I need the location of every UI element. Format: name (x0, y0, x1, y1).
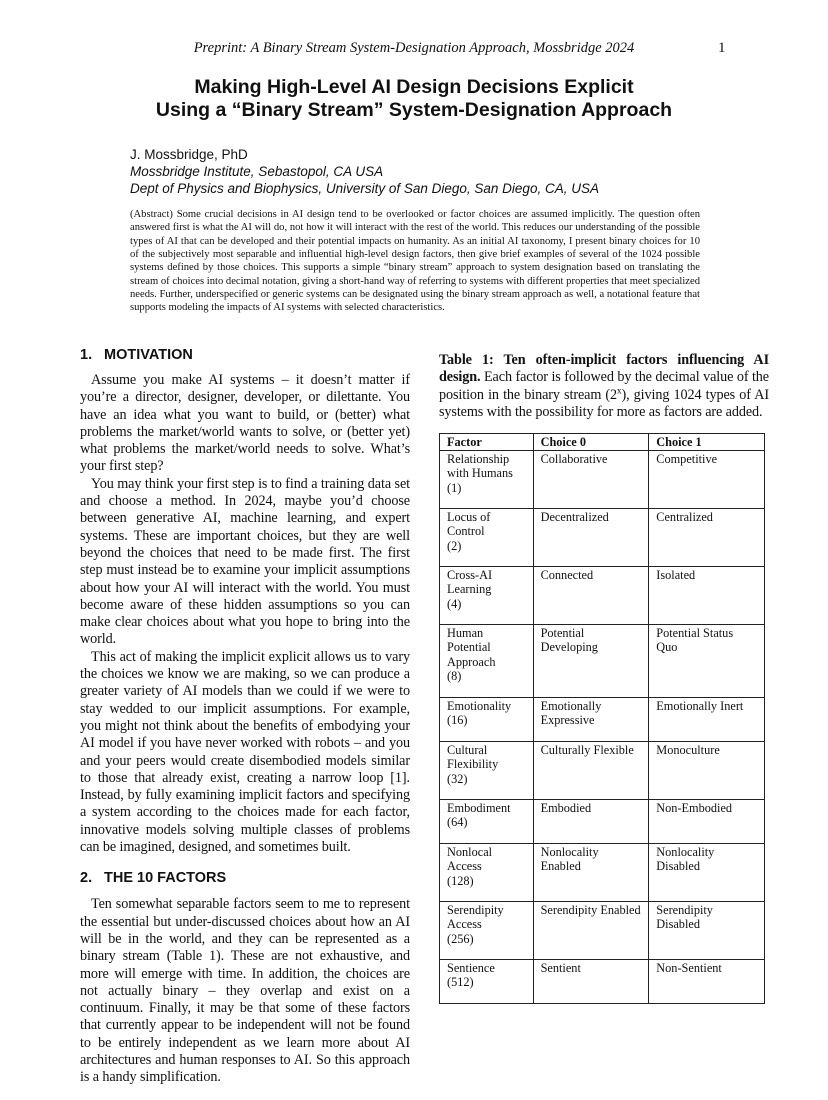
factor-name: Nonlocal Access (447, 844, 493, 874)
table-row (440, 697, 765, 741)
choice-0-cell: Serendipity Enabled (533, 901, 649, 959)
table-caption-title: Table 1: Ten often-implicit factors influencing AI design. (439, 352, 769, 386)
factor-value: (32) (447, 771, 468, 786)
motivation-paragraph-3: This act of making the implicit explicit allows us to vary the choices we know we are making, so we can produce a greater variety of AI models than we could if we were to stay wedded to our implicit assumptions. For example, you might not think about the benefits of embodying your AI model if you have never worked with robots – and you and your peers would create disembodied models similar to those that already exist, creating a narrow loop [1]. Instead, by fully examining implicit factors and specifying a system according to the choices made for each factor, innovative models solving multiple classes of problems can be imagined, designed, and sometimes built. (80, 648, 410, 856)
table-row (440, 566, 765, 624)
factor-name: Emotionality (447, 698, 512, 713)
factor-name: Serendipity Access (447, 902, 504, 932)
factor-cell (440, 697, 534, 741)
table-row (440, 799, 765, 843)
table-row (440, 901, 765, 959)
author-affiliation-1: Mossbridge Institute, Sebastopol, CA USA (130, 164, 384, 179)
factor-value: (16) (447, 713, 468, 728)
factor-cell (440, 843, 534, 901)
table-row (440, 959, 765, 1003)
motivation-paragraph-1: Assume you make AI systems – it doesn’t matter if you’re a director, designer, developer, or dilettante. You have an idea what you want to build, or (better) what problems the market/world wants to solve, or (better yet) what problems the market/world needs to solve. What’s your first step? (80, 372, 410, 475)
left-column (80, 345, 410, 1087)
choice-1-cell: Isolated (649, 566, 765, 624)
header-choice-1: Choice 1 (649, 434, 765, 451)
factor-value: (4) (447, 596, 462, 611)
abstract: (Abstract) Some crucial decisions in AI design tend to be overlooked or factor choices are assumed implicitly. The question often answered first is what the AI will do, not how it will interact with the rest of the world. This reduces our understanding of the possible types of AI that can be developed and their potential impacts on humanity. As an initial AI taxonomy, I present binary choices for 10 of the subjectively most separable and influential high-level design factors, then give brief examples of several of the 1024 possible systems defined by those choices. This supports a simple “binary stream” approach to system designation based on translating the stream of choices into decimal notation, giving a short-hand way of referring to systems with different properties that meet specialized needs. Further, underspecified or generic systems can be designated using the binary stream approach as well, a notational feature that supports modeling the impacts of AI systems with selected characteristics. (130, 209, 700, 314)
factor-cell (440, 508, 534, 566)
page-number: 1 (718, 40, 726, 56)
factor-cell (440, 959, 534, 1003)
choice-0-cell: Connected (533, 566, 649, 624)
table-header-row (440, 434, 765, 451)
factor-value: (128) (447, 873, 474, 888)
factor-name: Embodiment (447, 800, 511, 815)
choice-1-cell: Nonlocality Disabled (649, 843, 765, 901)
factor-cell (440, 901, 534, 959)
section-title: MOTIVATION (104, 347, 193, 363)
factor-value: (64) (447, 815, 468, 830)
table-row (440, 624, 765, 697)
choice-0-cell: Potential Developing (533, 624, 649, 697)
factor-cell (440, 741, 534, 799)
header-choice-0: Choice 0 (533, 434, 649, 451)
choice-0-cell: Collaborative (533, 450, 649, 508)
choice-1-cell: Emotionally Inert (649, 697, 765, 741)
section-heading-motivation (80, 345, 410, 365)
table-row (440, 450, 765, 508)
factor-name: Cultural Flexibility (447, 742, 499, 772)
factor-value: (1) (447, 480, 462, 495)
choice-0-cell: Emotionally Expressive (533, 697, 649, 741)
table-row (440, 843, 765, 901)
title-line-2: Using a “Binary Stream” System-Designation Approach (155, 99, 673, 121)
choice-0-cell: Nonlocality Enabled (533, 843, 649, 901)
author-name: J. Mossbridge, PhD (130, 147, 248, 162)
section-heading-factors (80, 868, 410, 888)
table-caption-text-b: ), giving 1024 types of AI systems with the possibility for more as factors are added. (439, 386, 769, 420)
header-factor: Factor (440, 434, 534, 451)
factors-table (439, 433, 765, 1004)
right-column (439, 352, 769, 1004)
section-title: THE 10 FACTORS (104, 870, 227, 887)
section-number: 1. (80, 347, 93, 363)
factor-value: (256) (447, 931, 474, 946)
factor-value: (512) (447, 975, 474, 990)
choice-1-cell: Non-Sentient (649, 959, 765, 1003)
motivation-paragraph-2: You may think your first step is to find a training data set and choose a method. In 2024, maybe you’d choose between generative AI, machine learning, and expert systems. These are important choices, but they are well beyond the choices that need to be made first. The first step must instead be to examine your implicit assumptions about how your AI will interact with the world. You must become aware of these hidden assumptions so you can make clear choices about what you hope to bring into the world. (80, 475, 410, 648)
factor-name: Human Potential Approach (447, 625, 496, 669)
choice-1-cell: Potential Status Quo (649, 624, 765, 697)
choice-0-cell: Sentient (533, 959, 649, 1003)
factor-cell (440, 624, 534, 697)
paper-title (0, 76, 828, 122)
author-affiliation-2: Dept of Physics and Biophysics, University of San Diego, San Diego, CA, USA (130, 181, 599, 196)
table-row (440, 741, 765, 799)
table-caption (439, 352, 769, 421)
choice-1-cell: Monoculture (649, 741, 765, 799)
factor-name: Locus of Control (447, 509, 491, 539)
table-row (440, 508, 765, 566)
factors-paragraph-1: Ten somewhat separable factors seem to me to represent the essential but under-discussed choices about how an AI will be in the world, and they can be represented as a binary stream (Table 1). These are not exhaustive, and more will emerge with time. In addition, the choices are not actually binary – they overlap and exist on a continuum. Finally, it may be that some of these factors that currently appear to be independent will not be found to be entirely independent as we learn more about AI architectures and human responses to AI. So this approach is a handy simplification. (80, 896, 410, 1086)
choice-1-cell: Serendipity Disabled (649, 901, 765, 959)
choice-0-cell: Embodied (533, 799, 649, 843)
title-line-1: Making High-Level AI Design Decisions Explicit (194, 76, 634, 98)
factor-value: (2) (447, 538, 462, 553)
factor-name: Sentience (447, 960, 495, 975)
factor-name: Cross-AI Learning (447, 567, 493, 597)
choice-1-cell: Non-Embodied (649, 799, 765, 843)
factor-cell (440, 799, 534, 843)
factor-name: Relationship with Humans (447, 451, 513, 481)
factor-cell (440, 566, 534, 624)
table-caption-text-a: Each factor is followed by the decimal value of the position in the binary stream (2 (439, 369, 769, 403)
author-block (130, 146, 599, 197)
running-head: Preprint: A Binary Stream System-Designation Approach, Mossbridge 2024 (193, 40, 635, 56)
choice-0-cell: Culturally Flexible (533, 741, 649, 799)
choice-0-cell: Decentralized (533, 508, 649, 566)
choice-1-cell: Competitive (649, 450, 765, 508)
factor-value: (8) (447, 669, 462, 684)
section-number: 2. (80, 870, 93, 887)
choice-1-cell: Centralized (649, 508, 765, 566)
table-caption-superscript: x (617, 384, 622, 395)
factor-cell (440, 450, 534, 508)
